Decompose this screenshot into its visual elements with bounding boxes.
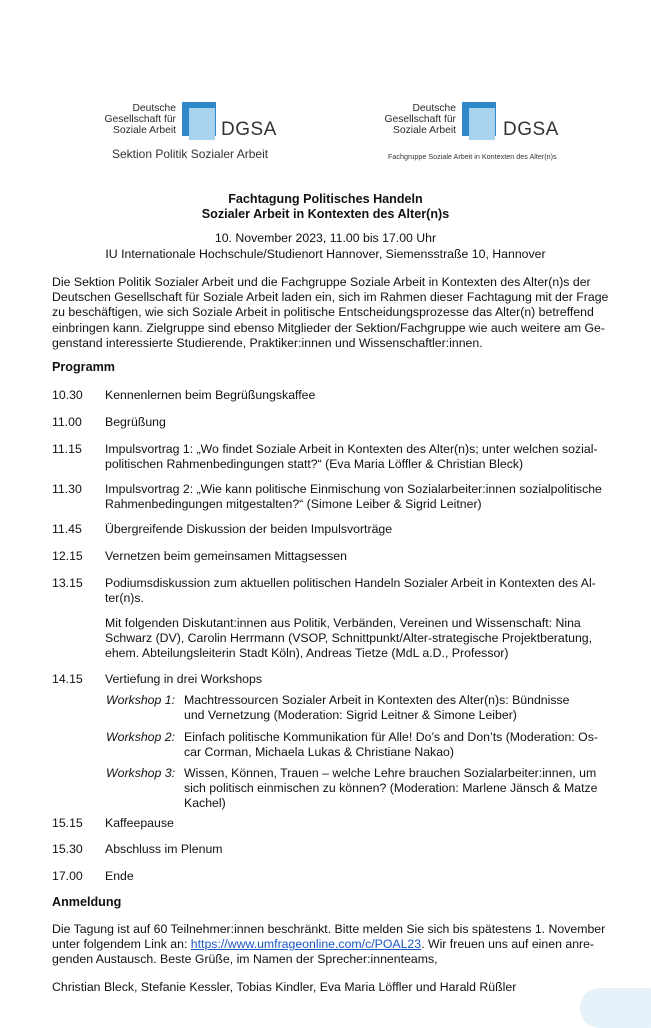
program-description: Impulsvortrag 1: „Wo findet Soziale Arbeit in Kontexten des Alter(n)s; unter welchen sozial- politischen Rahmenbedingungen statt?“ (Eva Maria Löffler & Christian Bleck)	[105, 442, 598, 472]
logo-square-light	[189, 108, 215, 140]
corner-overlay	[580, 988, 651, 1028]
registration-paragraph: Die Tagung ist auf 60 Teilnehmer:innen beschränkt. Bitte melden Sie sich bis spätestens 1. November unter folgendem Link an: https://www.umfrageonline.com/c/POAL23. Wir freuen uns auf einen anre- genden Austausch. Beste Grüße, im Namen der Sprecher:innenteams,	[52, 922, 606, 967]
program-time: 11.15	[52, 442, 82, 456]
program-time: 17.00	[52, 869, 83, 883]
program-description: Kaffeepause	[105, 816, 174, 830]
program-time: 11.00	[52, 415, 82, 429]
workshop-description: Wissen, Können, Trauen – welche Lehre brauchen Sozialarbeiter:innen, um sich politisch einmischen zu können? (Moderation: Marlene Jänsch & Matze Kachel)	[184, 766, 598, 811]
event-title: Fachtagung Politisches Handeln Sozialer Arbeit in Kontexten des Alter(n)s	[201, 192, 450, 221]
logo-abbr: DGSA	[221, 119, 277, 140]
workshop-label: Workshop 3:	[106, 766, 176, 780]
program-time: 14.15	[52, 672, 83, 686]
program-description: Ende	[105, 869, 134, 883]
event-date: 10. November 2023, 11.00 bis 17.00 Uhr	[214, 231, 437, 245]
workshop-description: Machtressourcen Sozialer Arbeit in Kontexten des Alter(n)s: Bündnisse und Vernetzung (Moderation: Sigrid Leitner & Simone Leiber)	[184, 693, 570, 723]
logo-org-name: Deutsche Gesellschaft für Soziale Arbeit	[104, 103, 176, 136]
program-description: Vertiefung in drei Workshops	[105, 672, 262, 686]
logo-square-light	[469, 108, 495, 140]
logo-subtitle: Sektion Politik Sozialer Arbeit	[112, 147, 269, 161]
registration-link[interactable]: https://www.umfrageonline.com/c/POAL23	[190, 937, 422, 952]
program-description: Podiumsdiskussion zum aktuellen politischen Handeln Sozialer Arbeit in Kontexten des Al- ter(n)s.	[105, 576, 596, 606]
program-description: Übergreifende Diskussion der beiden Impulsvorträge	[105, 522, 393, 536]
program-time: 15.30	[52, 842, 83, 856]
program-time: 11.30	[52, 482, 82, 496]
logo-abbr: DGSA	[503, 119, 559, 140]
program-description: Abschluss im Plenum	[105, 842, 223, 856]
logo-subtitle: Fachgruppe Soziale Arbeit in Kontexten des Alter(n)s	[388, 152, 557, 161]
workshop-label: Workshop 1:	[106, 693, 176, 707]
program-heading: Programm	[52, 360, 115, 374]
intro-paragraph: Die Sektion Politik Sozialer Arbeit und die Fachgruppe Soziale Arbeit in Kontexten des Alter(n)s der Deutschen Gesellschaft für Soziale Arbeit laden ein, sich im Rahmen dieser Fachtagung mit der Frage zu beschäftigen, wie sich Soziale Arbeit in politische Entscheidungsprozesse das Alter(n) betreffend einbringen kann. Zielgruppe sind ebenso Mitglieder der Sektion/Fachgruppe wie auch weitere am Ge- genstand interessierte Studierende, Praktiker:innen und Wissenschaftler:innen.	[52, 275, 609, 350]
program-time: 11.45	[52, 522, 82, 536]
workshop-description: Einfach politische Kommunikation für Alle! Do’s and Don’ts (Moderation: Os- car Corman, Michaela Lukas & Christiane Nakao)	[184, 730, 598, 760]
registration-heading: Anmeldung	[52, 895, 122, 909]
program-description: Kennenlernen beim Begrüßungskaffee	[105, 388, 316, 402]
program-time: 10.30	[52, 388, 83, 402]
program-description: Mit folgenden Diskutant:innen aus Politik, Verbänden, Vereinen und Wissenschaft: Nina Schwarz (DV), Carolin Herrmann (VSOP, Schnittpunkt/Alter-strategische Projektberatung, ehem. Abteilungsleiterin Stadt Köln), Andreas Tietze (MdL a.D., Professor)	[105, 616, 593, 661]
program-description: Begrüßung	[105, 415, 166, 429]
logo-org-name: Deutsche Gesellschaft für Soziale Arbeit	[384, 103, 456, 136]
workshop-label: Workshop 2:	[106, 730, 176, 744]
program-time: 13.15	[52, 576, 83, 590]
event-venue: IU Internationale Hochschule/Studienort Hannover, Siemensstraße 10, Hannover	[105, 247, 546, 261]
program-description: Vernetzen beim gemeinsamen Mittagsessen	[105, 549, 347, 563]
program-description: Impulsvortrag 2: „Wie kann politische Einmischung von Sozialarbeiter:innen sozialpolitische Rahmenbedingungen mitgestalten?“ (Simone Leiber & Sigrid Leitner)	[105, 482, 602, 512]
signatories: Christian Bleck, Stefanie Kessler, Tobias Kindler, Eva Maria Löffler und Harald Rüßler	[52, 980, 517, 994]
program-time: 15.15	[52, 816, 83, 830]
program-time: 12.15	[52, 549, 83, 563]
